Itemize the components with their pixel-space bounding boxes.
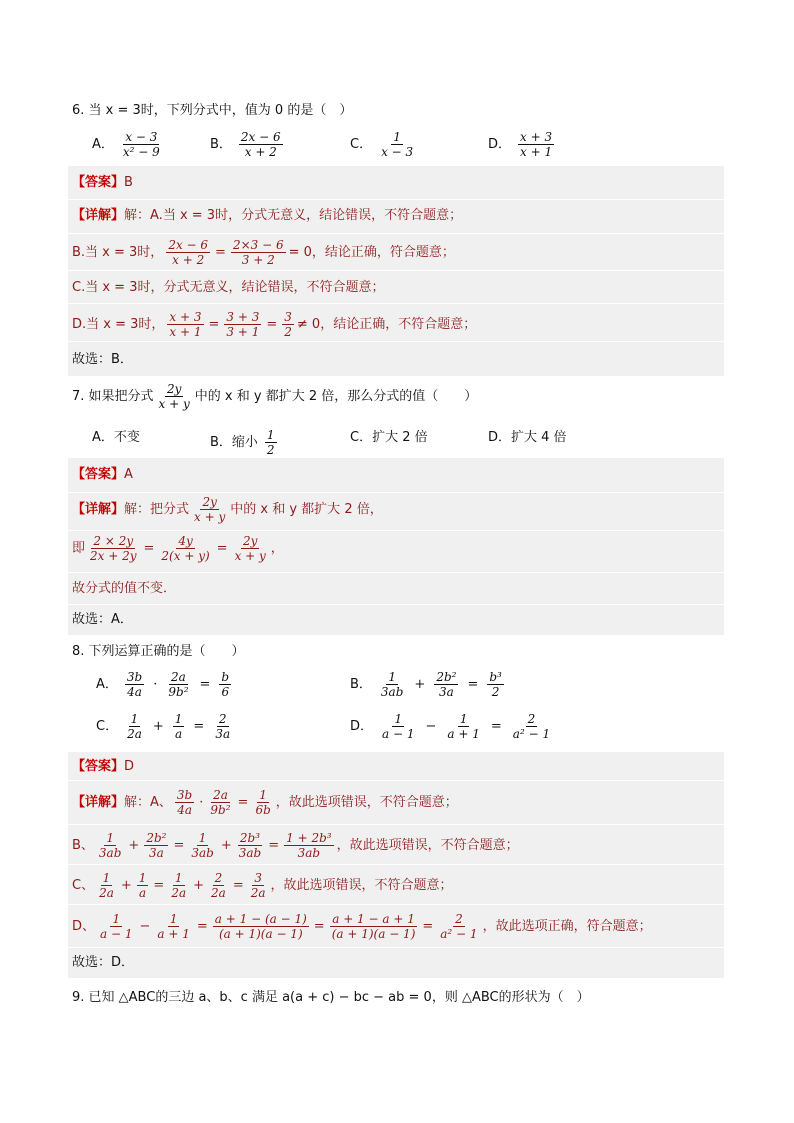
q6-detail-line-1: 【详解】 解：A.当 x = 3时，分式无意义，结论错误，不符合题意；	[72, 208, 463, 223]
question-6-stem: 6. 当 x = 3时，下列分式中，值为 0 的是（ ）	[72, 103, 353, 118]
question-7-stem: 7. 如果把分式 2y x + y 中的 x 和 y 都扩大 2 倍，那么分式的值（ ）	[72, 382, 478, 411]
q6-answer: 【答案】 B	[72, 175, 133, 190]
q6-option-d: D． x + 3 x + 1	[488, 130, 553, 159]
q7-option-a: A．不变	[92, 430, 140, 445]
q8-answer-block	[68, 752, 724, 978]
q8-detail-line-4: D、 1 a − 1 − $\frac{1}{a + 1}$ = $\frac{a + 1 - (a - 1)}{(a + 1)(a - 1)}$ = $\frac{a + 1 - a + 1}{(a + 1)(a - 1)}$ = $\frac{2}{\text{a² − 1}}$ ，故此选项正确，符合题意；	[72, 912, 652, 941]
q7-detail-line-3: 故分式的值不变．	[72, 581, 177, 596]
q7-answer: 【答案】 A	[72, 467, 133, 482]
q7-option-c: C．扩大 2 倍	[350, 430, 428, 445]
q8-detail-line-2: B、 1 3ab + $\frac{\text{2b²}}{3a}$ = $\frac{1}{3ab}$ + $\frac{\text{2b³}}{3ab}$ = $\frac{\text{1 + 2b³}}{3ab}$ ，故此选项错误，不符合题意；	[72, 831, 519, 860]
q7-answer-block	[68, 458, 724, 635]
q7-detail-line-2: 即 $\frac{2 \times 2y}{2x + 2y}$ = $\frac{4y}{2(x + y)}$ = $\frac{2y}{x + y}$ ，	[72, 534, 284, 563]
q6-option-b-fraction: 2x − 6 x + 2	[240, 130, 281, 159]
q7-option-d: D．扩大 4 倍	[488, 430, 567, 445]
q6-option-c: C． 1 x − 3	[350, 130, 414, 159]
q6-option-d-fraction: x + 3 x + 1	[520, 130, 553, 159]
q7-option-b: B．缩小 1 2	[210, 428, 275, 457]
q6-option-a-fraction: x − 3 x² − 9	[122, 130, 160, 159]
q6-option-c-fraction: 1 x − 3	[381, 130, 414, 159]
q6-detail-line-3: C.当 x = 3时，分式无意义，结论错误，不符合题意；	[72, 280, 385, 295]
q6-detail-line-2: B.当 x = 3时， $\frac{2x - 6}{x + 2}$ = $\frac{2\times 3 - 6}{3 + 2}$ = 0，结论正确，符合题意；	[72, 238, 455, 267]
q8-answer: 【答案】 D	[72, 759, 135, 774]
question-9-stem: 9. 已知 △ABC的三边 a、b、c 满足 a(a + c) − bc − ab = 0，则 △ABC的形状为（ ）	[72, 990, 590, 1005]
q8-option-b: B． 1 3ab + $\frac{\text{2b²}}{3a}$ = $\frac{\text{b³}}{2}$	[350, 670, 502, 699]
q6-detail-line-4: D.当 x = 3时， $\frac{x + 3}{x + 1}$ = $\frac{3 + 3}{3 + 1}$ = $\frac{3}{2}$ ≠ 0，结论正确，不符合题意；	[72, 310, 477, 339]
q8-option-c: C． 1 2a + $\frac{1}{a}$ = $\frac{2}{3a}$	[96, 712, 231, 741]
q8-detail-line-3: C、 1 2a + $\frac{1}{a}$ = $\frac{1}{2a}$ + $\frac{2}{2a}$ = $\frac{3}{2a}$ ，故此选项错误，不符合题意；	[72, 871, 453, 900]
q8-detail-line-1: 【详解】 解：A、 3b 4a · $\frac{2a}{\text{9b²}}$ = $\frac{1}{6b}$ ，故此选项错误，不符合题意；	[72, 788, 458, 817]
q8-option-a: A． 3b 4a · $\frac{2a}{\text{9b²}}$ = $\frac{b}{6}$	[96, 670, 230, 699]
q6-option-b: B． 2x − 6 x + 2	[210, 130, 281, 159]
q7-detail-line-1: 【详解】 解：把分式 2y x + y 中的 x 和 y 都扩大 2 倍，	[72, 495, 383, 524]
q7-conclusion: 故选：A．	[72, 612, 133, 627]
q6-answer-block	[68, 166, 724, 376]
question-8-stem: 8. 下列运算正确的是（ ）	[72, 644, 245, 659]
q8-option-d: D． 1 a − 1 − $\frac{1}{a + 1}$ = $\frac{2}{\text{a² − 1}}$	[350, 712, 551, 741]
q6-option-a: A． x − 3 x² − 9	[92, 130, 160, 159]
q6-conclusion: 故选：B．	[72, 352, 133, 367]
q8-conclusion: 故选：D．	[72, 955, 135, 970]
